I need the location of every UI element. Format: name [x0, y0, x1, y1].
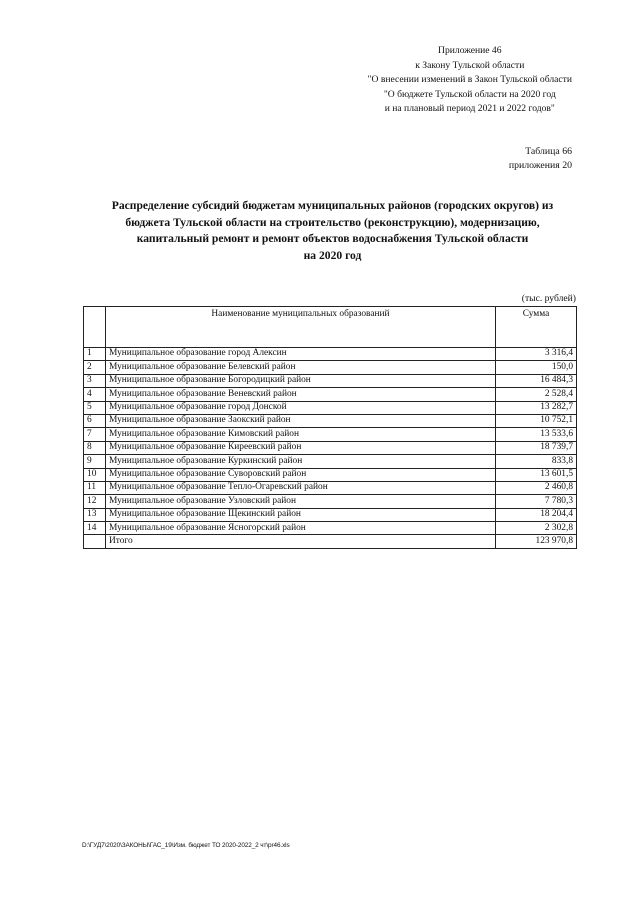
units-label: (тыс. рублей) [521, 293, 576, 304]
subsidy-amount: 2 460,8 [496, 481, 577, 494]
header-number-cell [84, 307, 106, 348]
header-sum-cell: Сумма [496, 307, 577, 348]
row-number: 5 [84, 401, 106, 414]
header-line: и на плановый период 2021 и 2022 годов" [384, 103, 555, 114]
row-number: 2 [84, 361, 106, 374]
header-line: "О внесении изменений в Закон Тульской области [367, 74, 572, 85]
header-line: к Закону Тульской области [415, 59, 525, 71]
municipality-name: Муниципальное образование Белевский район [106, 361, 496, 374]
table-row [84, 374, 577, 387]
row-number: 8 [84, 441, 106, 454]
table-row [84, 455, 577, 468]
subsidy-amount: 2 302,8 [496, 522, 577, 535]
table-row [84, 348, 577, 361]
municipality-name: Муниципальное образование Щекинский район [106, 508, 496, 521]
header-name-cell: Наименование муниципальных образований [106, 307, 496, 348]
table-row [84, 481, 577, 494]
table-row [84, 414, 577, 427]
municipality-name: Муниципальное образование Богородицкий район [106, 374, 496, 387]
subsidy-amount: 833,8 [496, 455, 577, 468]
table-row [84, 441, 577, 454]
table-row [84, 495, 577, 508]
subsidy-amount: 3 316,4 [496, 348, 577, 361]
subsidy-amount: 13 282,7 [496, 401, 577, 414]
subsidy-amount: 7 780,3 [496, 495, 577, 508]
row-number: 13 [84, 508, 106, 521]
municipality-name: Муниципальное образование Заокский район [106, 414, 496, 427]
row-number: 10 [84, 468, 106, 481]
municipality-name: Муниципальное образование город Донской [106, 401, 496, 414]
table-row [84, 401, 577, 414]
title-line: Распределение субсидий бюджетам муниципальных районов (городских округов) из [111, 199, 554, 212]
municipality-name: Муниципальное образование Киреевский район [106, 441, 496, 454]
total-number-cell [84, 535, 106, 548]
table-header-row [84, 307, 577, 348]
title-line: бюджета Тульской области на строительство (реконструкцию), модернизацию, [125, 215, 540, 229]
appendix-header [368, 44, 572, 117]
total-row [84, 535, 577, 548]
row-number: 11 [84, 481, 106, 494]
table-number: Таблица 66 [525, 146, 572, 157]
municipality-name: Муниципальное образование Кимовский район [106, 428, 496, 441]
municipality-name: Муниципальное образование Узловский район [106, 495, 496, 508]
table-row [84, 361, 577, 374]
appendix-number: приложения 20 [508, 160, 572, 171]
subsidy-amount: 18 204,4 [496, 508, 577, 521]
title-line: на 2020 год [303, 248, 362, 262]
row-number: 9 [84, 455, 106, 468]
subsidy-table [83, 306, 577, 549]
subsidy-amount: 13 533,6 [496, 428, 577, 441]
table-row [84, 508, 577, 521]
municipality-name: Муниципальное образование Веневский район [106, 388, 496, 401]
municipality-name: Муниципальное образование Суворовский район [106, 468, 496, 481]
subsidy-amount: 16 484,3 [496, 374, 577, 387]
total-label: Итого [106, 535, 496, 548]
table-body [84, 348, 577, 535]
municipality-name: Муниципальное образование Ясногорский район [106, 522, 496, 535]
table-reference [509, 145, 572, 173]
subsidy-amount: 150,0 [496, 361, 577, 374]
row-number: 12 [84, 495, 106, 508]
subsidy-amount: 2 528,4 [496, 388, 577, 401]
table-row [84, 522, 577, 535]
file-path-footer: D:\ГУД7\2020\ЗАКОНЫ\ГАС_19\Изм. бюджет ТО 2020-2022_2 чт\pr46.xls [82, 842, 290, 849]
subsidy-amount: 18 739,7 [496, 441, 577, 454]
table-row [84, 388, 577, 401]
document-title [85, 198, 580, 264]
municipality-name: Муниципальное образование Куркинский район [106, 455, 496, 468]
subsidy-amount: 13 601,5 [496, 468, 577, 481]
row-number: 6 [84, 414, 106, 427]
row-number: 14 [84, 522, 106, 535]
table-row [84, 468, 577, 481]
title-line: капитальный ремонт и ремонт объектов водоснабжения Тульской области [136, 232, 529, 245]
row-number: 4 [84, 388, 106, 401]
header-line: Приложение 46 [438, 45, 502, 56]
total-sum: 123 970,8 [496, 535, 577, 548]
municipality-name: Муниципальное образование город Алексин [106, 348, 496, 361]
row-number: 3 [84, 374, 106, 387]
row-number: 7 [84, 428, 106, 441]
subsidy-amount: 10 752,1 [496, 414, 577, 427]
row-number: 1 [84, 348, 106, 361]
header-line: "О бюджете Тульской области на 2020 год [383, 88, 556, 100]
table-row [84, 428, 577, 441]
municipality-name: Муниципальное образование Тепло-Огаревский район [106, 481, 496, 494]
